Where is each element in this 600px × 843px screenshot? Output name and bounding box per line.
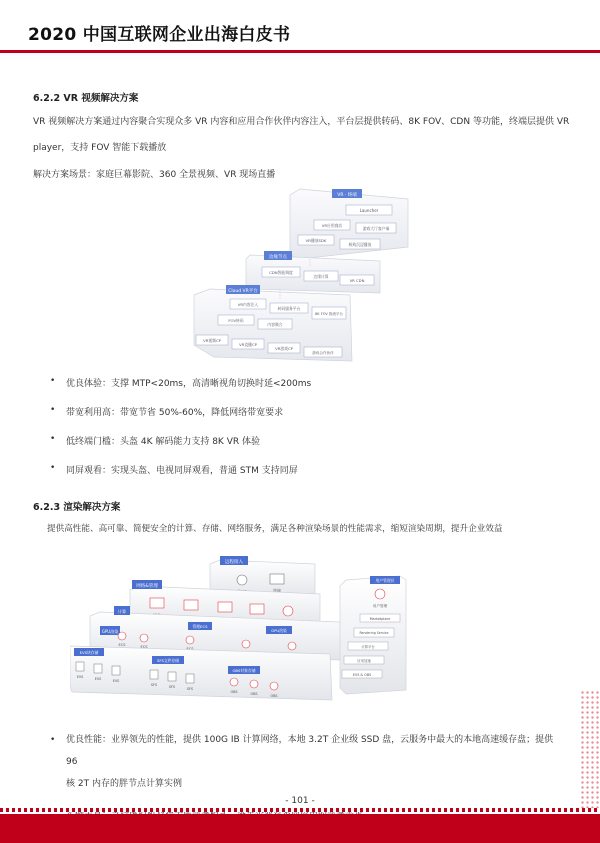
vpc-icon xyxy=(184,600,198,610)
node-stream-label: 8K FOV 推流平台 xyxy=(315,312,343,316)
page-number: - 101 - xyxy=(285,796,315,806)
user-portal-icon xyxy=(375,589,385,599)
security-icon xyxy=(150,598,164,608)
layer-storage xyxy=(70,646,332,700)
node-vr-content-label: VR内容注入 xyxy=(237,302,259,307)
layer-label: 边缘节点 xyxy=(269,255,287,260)
cloud-net-icon xyxy=(218,602,232,612)
section-623-paragraph: 提供高性能、高可靠、简便安全的计算、存储、网络服务，满足各种渲染场景的性能需求，缩短渲染周期，提升企业效益 xyxy=(47,524,503,534)
layer-label: SFS文件存储 xyxy=(156,658,180,663)
vr-benefits-list xyxy=(50,376,311,476)
section-title-622: 6.2.2 VR 视频解决方案 xyxy=(33,93,139,104)
node-launcher-label: Launcher xyxy=(359,208,379,213)
paragraph-line: VR 视频解决方案通过内容聚合实现众多 VR 内容和应用合作伙伴内容注入，平台层提供转码、8K FOV、CDN 等功能，终端层提供 VR xyxy=(33,117,570,127)
list-item: • 带宽利用高：带宽节省 50%-60%，降低网络带宽要求 xyxy=(50,405,311,418)
node-aggregate-label: 内容聚合 xyxy=(267,322,283,327)
layer-label: OBS对象存储 xyxy=(232,668,256,673)
layer-label: GPU渲染 xyxy=(101,629,119,634)
ecs-label: ECS xyxy=(140,645,148,649)
app-acc-label: 应用加速 xyxy=(357,659,371,663)
list-item: • 优良体验：支撑 MTP<20ms，高清晰视角切换时延<200ms xyxy=(50,376,311,389)
layer-platform xyxy=(194,285,352,361)
paragraph-line: player，支持 FOV 智能下载播放 xyxy=(33,143,167,153)
elb-icon xyxy=(250,604,264,614)
list-item-continuation: 核 2T 内存的胖节点计算实例 xyxy=(66,779,182,789)
render-service-label: Rendering Service xyxy=(359,631,389,635)
node-edge-label: 边缘计算 xyxy=(313,274,329,279)
evs-label: EVS xyxy=(76,675,84,679)
layer-label: 网络&管理 xyxy=(136,584,158,589)
evs-label: EVS xyxy=(94,677,102,681)
list-item-text: 优良性能：业界领先的性能，提供 100G IB 计算网络，本地 3.2T 企业级 SSD 盘，云服务中最大的本地高速缓存盘；提供 96 xyxy=(66,735,554,767)
section-622-paragraph xyxy=(33,109,583,161)
marketplace-label: Marketplace xyxy=(369,617,391,621)
list-item: • 同屏观看：实现头盔、电视同屏观看，普通 STM 支持同屏 xyxy=(50,463,311,476)
list-item xyxy=(50,729,560,795)
obs-label: OBS xyxy=(270,694,278,698)
ecs-label: ECS xyxy=(118,643,126,647)
render-solution-diagram xyxy=(70,550,510,710)
layer-label: Cloud VR平台 xyxy=(228,289,258,294)
evs-label: EVS xyxy=(112,679,120,683)
node-vr-game-label: VR游戏CP xyxy=(275,346,293,351)
layer-label: GPU渲染 xyxy=(271,628,287,633)
user-icon xyxy=(237,575,247,585)
node-vr-cdn-label: VR CDN xyxy=(349,278,365,283)
vr-solution-diagram xyxy=(190,185,420,365)
node-transcode-label: 转码服务平台 xyxy=(277,306,301,311)
node-store-label: VR应用商店 xyxy=(321,223,343,228)
obs-label: OBS xyxy=(230,690,238,694)
layer-user-mgmt xyxy=(340,576,406,694)
sfs-label: SFS xyxy=(150,683,158,687)
header-rule xyxy=(0,50,600,53)
render-benefits-list xyxy=(50,729,560,820)
node-vr-pcp-label: VR视频CP xyxy=(203,338,221,343)
node-vr-sdk-label: VR播放SDK xyxy=(305,238,327,243)
sfs-label: SFS xyxy=(186,687,194,691)
vpn-icon xyxy=(283,606,293,616)
corner-decoration xyxy=(580,690,600,808)
scenario-line: 解决方案场景：家庭巨幕影院、360 全景视频、VR 现场直播 xyxy=(33,170,276,180)
obs-label: OBS xyxy=(250,692,258,696)
ecs-label: ECS xyxy=(186,647,194,651)
list-item: • 低终端门槛：头盔 4K 解码能力支持 8K VR 体验 xyxy=(50,434,311,447)
footer-bar xyxy=(0,814,600,843)
layer-label: 用户管理层 xyxy=(375,578,395,583)
footer-stripe xyxy=(0,808,600,812)
layer-label: 计算 xyxy=(117,609,127,614)
scheduler-label: 计算平台 xyxy=(361,645,375,649)
node-player-label: 极致沉浸播放 xyxy=(348,242,372,247)
storage-gw-label: EVS & OBS xyxy=(352,673,372,677)
terminal-label: 终端 xyxy=(273,588,281,593)
node-game-partner-label: 游戏合作伙伴 xyxy=(312,351,334,355)
layer-label: 管理ECS xyxy=(192,624,208,629)
node-vr-live-label: VR直播CP xyxy=(239,342,257,347)
terminal-icon xyxy=(270,574,284,584)
sfs-label: SFS xyxy=(168,685,176,689)
node-cdn-label: CDN智能调度 xyxy=(269,270,293,275)
section-title-623: 6.2.3 渲染解决方案 xyxy=(33,502,121,513)
node-fov-label: FOV转码 xyxy=(228,318,244,323)
layer-label: EVS块存储 xyxy=(79,650,99,655)
layer-terminal xyxy=(290,189,408,259)
layer-label: 远程接入 xyxy=(225,560,243,565)
header-title: 2020 中国互联网企业出海白皮书 xyxy=(28,25,291,45)
user-portal-label: 用户管理 xyxy=(372,604,388,608)
layer-label: VR · 终端 xyxy=(337,193,357,198)
node-ms-client-label: 游戏大厅客户端 xyxy=(362,226,390,231)
